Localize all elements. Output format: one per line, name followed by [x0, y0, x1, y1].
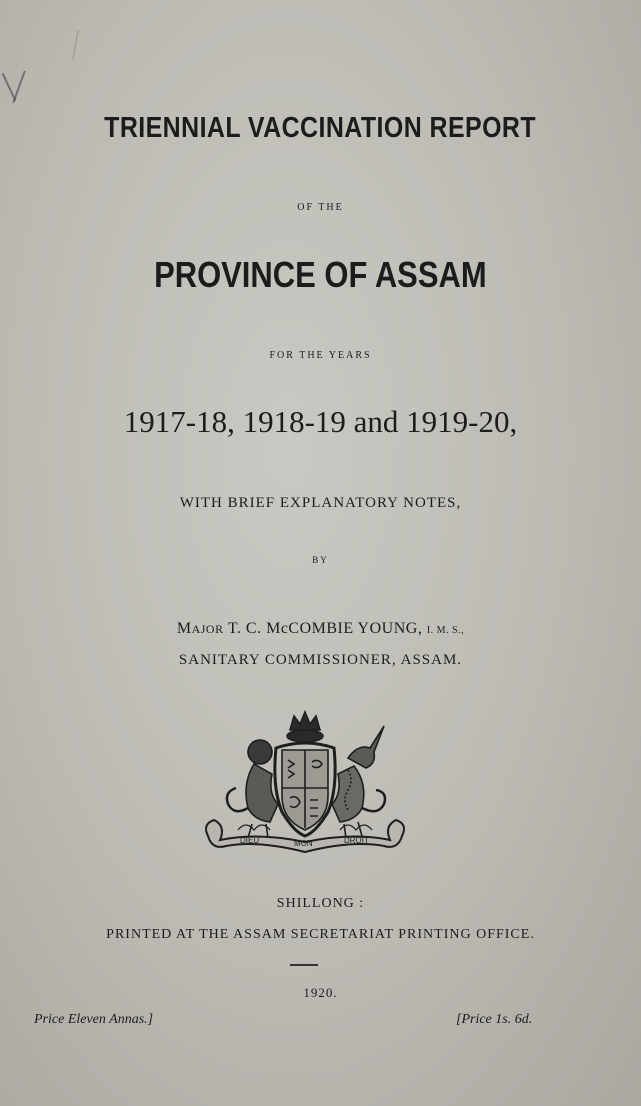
scan-mark: [12, 71, 26, 104]
for-the-years-label: FOR THE YEARS: [269, 350, 372, 361]
motto-text-left: DIEU: [240, 836, 260, 845]
author-rank: AJOR: [191, 622, 224, 636]
printer-line: PRINTED AT THE ASSAM SECRETARIAT PRINTING OFFICE.: [106, 927, 535, 942]
author-line: [0, 620, 641, 638]
scan-mark: [72, 30, 78, 60]
motto-text-right: DROIT: [344, 836, 369, 845]
report-years: 1917-18, 1918-19 and 1919-20,: [123, 404, 518, 439]
royal-coat-of-arms-emblem: [198, 708, 413, 858]
report-title: TRIENNIAL VACCINATION REPORT: [104, 112, 537, 144]
author-name: T. C. McCOMBIE YOUNG,: [227, 620, 423, 637]
price-shillings: [Price 1s. 6d.: [456, 1012, 533, 1027]
of-the-label: OF THE: [297, 202, 344, 213]
motto-text-middle: MON: [294, 839, 313, 848]
publication-year: 1920.: [303, 985, 338, 1000]
explanatory-notes-line: WITH BRIEF EXPLANATORY NOTES,: [179, 495, 462, 511]
province-title: PROVINCE OF ASSAM: [154, 254, 487, 295]
author-rank-initial: M: [176, 620, 192, 637]
author-degree: I. M. S.,: [426, 625, 465, 636]
by-label: BY: [312, 555, 329, 565]
author-post: SANITARY COMMISSIONER, ASSAM.: [178, 652, 463, 668]
place-of-printing: SHILLONG :: [276, 896, 365, 911]
divider-rule: [290, 964, 318, 966]
price-annas: Price Eleven Annas.]: [34, 1012, 154, 1027]
